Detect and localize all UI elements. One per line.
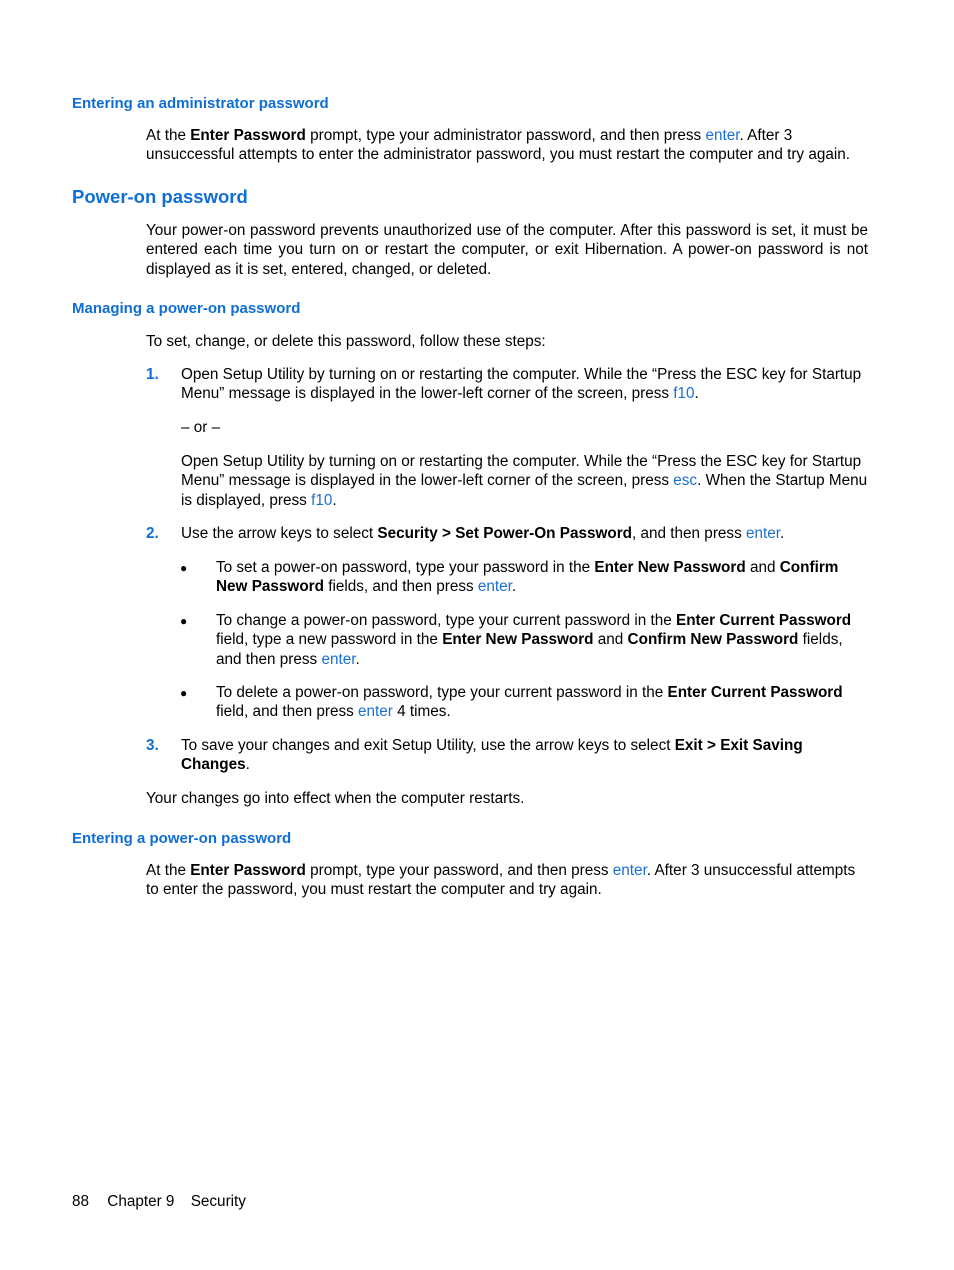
managing-intro: To set, change, or delete this password, follow these steps: — [146, 333, 546, 350]
section-heading-managing-password: Managing a power-on password — [72, 300, 301, 317]
step-2-text: Use the arrow keys to select Security > Set Power-On Password, and then press enter. — [181, 525, 785, 542]
page-footer — [72, 1193, 260, 1211]
section-heading-admin-password: Entering an administrator password — [72, 95, 329, 112]
enter-key: enter — [612, 862, 647, 879]
bullet-delete-password: To delete a power-on password, type your current password in the Enter Current Password field, and then press enter 4 times. — [216, 684, 843, 721]
step-3-text: To save your changes and exit Setup Utility, use the arrow keys to select Exit > Exit Saving Changes. — [181, 737, 803, 774]
step-1-alternative-text: Open Setup Utility by turning on or restarting the computer. While the “Press the ESC key for Startup Menu” message is displayed in the lower-left corner of the screen, press esc. When the Startup Menu is displayed, press f10. — [181, 453, 868, 509]
step-1-text: Open Setup Utility by turning on or restarting the computer. While the “Press the ESC key for Startup Menu” message is displayed in the lower-left corner of the screen, press f10. — [181, 366, 862, 403]
power-on-password-paragraph: Your power-on password prevents unauthorized use of the computer. After this password is set, it must be entered each time you turn on or restart the computer, or exit Hibernation. A power-on password is not displayed as it is set, entered, changed, or deleted. — [146, 222, 868, 278]
entering-power-on-password-paragraph: At the Enter Password prompt, type your password, and then press enter. After 3 unsuccessful attempts to enter the password, you must restart the computer and try again. — [146, 862, 856, 899]
esc-key: esc — [673, 472, 698, 490]
bullet-icon: ● — [180, 561, 188, 575]
page-number: 88 — [72, 1193, 90, 1210]
enter-key: enter — [705, 127, 740, 144]
admin-password-paragraph: At the Enter Password prompt, type your administrator password, and then press enter. After 3 unsuccessful attempts to enter the administrator password, you must restart the computer and try again. — [146, 127, 850, 164]
managing-outro: Your changes go into effect when the computer restarts. — [146, 790, 525, 807]
bullet-change-password: To change a power-on password, type your current password in the Enter Current Password field, type a new password in the Enter New Password and Confirm New Password fields, and then press enter. — [216, 612, 852, 668]
bullet-set-password: To set a power-on password, type your password in the Enter New Password and Confirm New Password fields, and then press enter. — [216, 559, 839, 596]
bullet-icon: ● — [180, 614, 188, 628]
section-heading-power-on-password: Power-on password — [72, 186, 248, 207]
step-number-1: 1. — [146, 366, 159, 383]
step-1-or-separator: – or – — [181, 419, 221, 436]
enter-key: enter — [477, 578, 512, 596]
chapter-label: Chapter 9 — [107, 1193, 175, 1210]
enter-key: enter — [321, 650, 356, 668]
f10-key: f10 — [673, 385, 695, 403]
enter-key: enter — [358, 703, 393, 721]
section-heading-entering-power-on-password: Entering a power-on password — [72, 830, 292, 847]
step-number-2: 2. — [146, 525, 159, 542]
step-number-3: 3. — [146, 737, 159, 754]
chapter-title: Security — [190, 1193, 246, 1210]
enter-key: enter — [745, 525, 780, 542]
f10-key: f10 — [311, 491, 333, 509]
bullet-icon: ● — [180, 686, 188, 700]
